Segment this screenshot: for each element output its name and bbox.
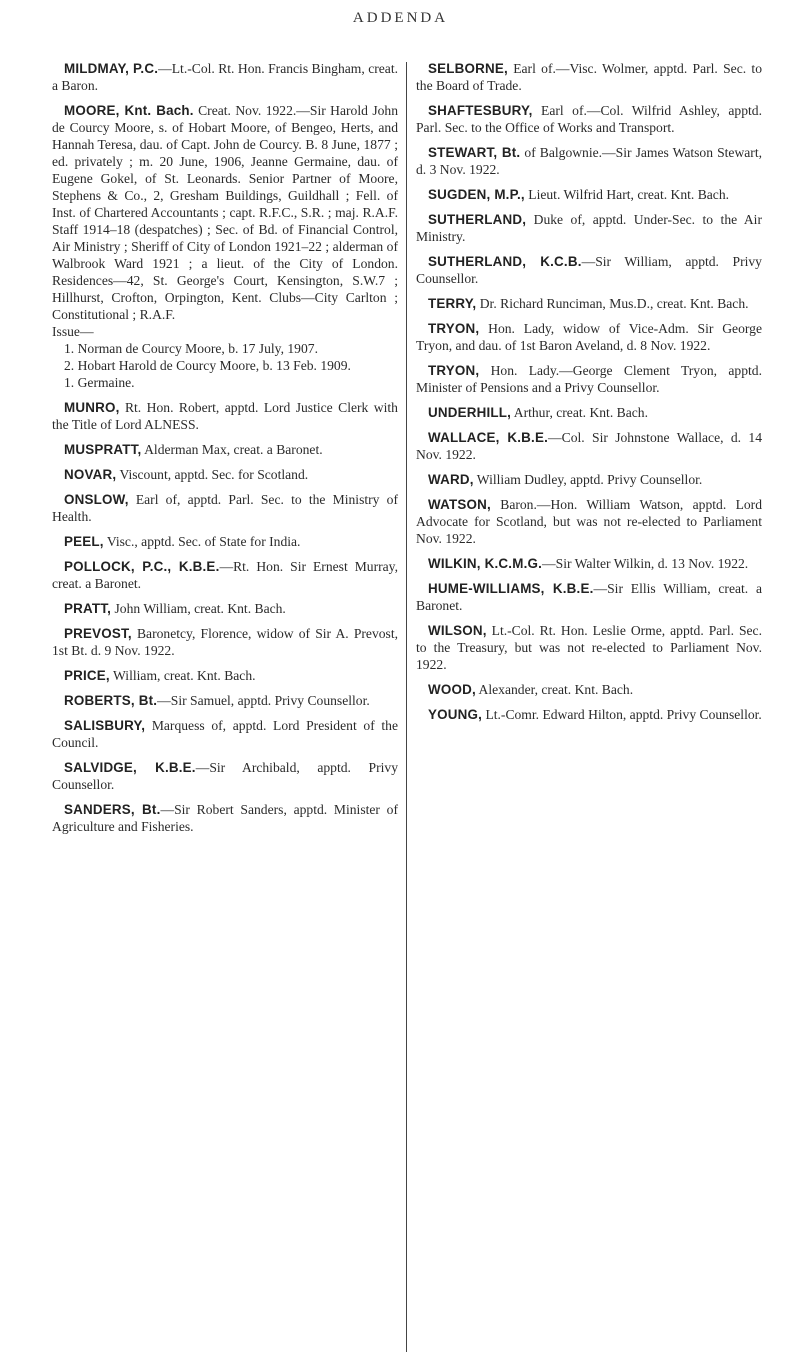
entry-sugden <box>416 186 762 203</box>
entry-text: Lt.-Comr. Edward Hilton, apptd. Privy Counsellor. <box>485 707 762 722</box>
entry-text: —Col. Sir Johnstone Wallace, d. 14 Nov. 1922. <box>416 430 762 462</box>
entry-salvidge <box>52 759 398 793</box>
issue-list <box>52 340 398 391</box>
entry-text: Baron.—Hon. William Watson, apptd. Lord Advocate for Scotland, but was not re-elected to Parliament Nov. 1922. <box>416 497 762 546</box>
entry-text: Alexander, creat. Knt. Bach. <box>478 682 634 697</box>
entry-moore <box>52 102 398 323</box>
entry-name: PREVOST, <box>64 626 132 641</box>
issue-item: 2. Hobart Harold de Courcy Moore, b. 13 Feb. 1909. <box>64 358 351 373</box>
entry-shaftesbury <box>416 102 762 136</box>
entry-name: TERRY, <box>428 296 477 311</box>
entry-mildmay <box>52 60 398 94</box>
entry-text: Duke of, apptd. Under-Sec. to the Air Ministry. <box>416 212 762 244</box>
entry-wood <box>416 681 762 698</box>
entry-name: YOUNG, <box>428 707 483 722</box>
page-header: ADDENDA <box>352 10 449 26</box>
entry-text: Earl of.—Col. Wilfrid Ashley, apptd. Parl. Sec. to the Office of Works and Transport. <box>416 103 762 135</box>
entry-name: WILSON, <box>428 623 487 638</box>
entry-munro <box>52 399 398 433</box>
entry-text: Alderman Max, creat. a Baronet. <box>144 442 323 457</box>
entry-stewart <box>416 144 762 178</box>
column-divider <box>406 62 407 1352</box>
entry-name: TRYON, <box>428 321 480 336</box>
entry-onslow <box>52 491 398 525</box>
entry-text: Earl of.—Visc. Wolmer, apptd. Parl. Sec. to the Board of Trade. <box>416 61 762 93</box>
entry-name: PRATT, <box>64 601 112 616</box>
entry-text: —Sir William, apptd. Privy Counsellor. <box>416 254 762 286</box>
entry-text: Creat. Nov. 1922.—Sir Harold John de Courcy Moore, s. of Hobart Moore, of Bengeo, Herts, and Hannah Teresa, dau. of Capt. John de Courcy. B. 8 June, 1877 ; ed. privately ; m. 20 June, 1906, Jeanne Germaine, dau. of Eugene Gokel, of St. Leonards. Senior Partner of Moore, Stephens & Co., 2, Gresham Buildings, Guildhall ; Fell. of Inst. of Chartered Accountants ; capt. R.F.C., S.R. ; maj. R.A.F. Staff 1914–18 (despatches) ; Sec. of Bd. of Financial Control, Air Ministry ; Sheriff of City of London 1921–22 ; alderman of Walbrook Ward 1921 ; a lieut. of the City of London. Residences—42, St. George's Court, Kensington, S.W.7 ; Hillhurst, Crofton, Orpington, Kent. Clubs—City Carlton ; Constitutional ; R.A.F. <box>52 103 398 322</box>
entry-text: Rt. Hon. Robert, apptd. Lord Justice Clerk with the Title of Lord ALNESS. <box>52 400 398 432</box>
entry-tryon-widow <box>416 320 762 354</box>
entry-name: SUGDEN, M.P., <box>428 187 525 202</box>
entry-ward <box>416 471 762 488</box>
entry-name: MUNRO, <box>64 400 120 415</box>
entry-text: Lt.-Col. Rt. Hon. Leslie Orme, apptd. Parl. Sec. to the Treasury, but was not re-elected to Parliament Nov. 1922. <box>416 623 762 672</box>
entry-prevost <box>52 625 398 659</box>
entry-text: Lieut. Wilfrid Hart, creat. Knt. Bach. <box>528 187 730 202</box>
entry-name: NOVAR, <box>64 467 117 482</box>
entry-name: SHAFTESBURY, <box>428 103 533 118</box>
entry-name: MUSPRATT, <box>64 442 142 457</box>
entry-text: Earl of, apptd. Parl. Sec. to the Ministry of Health. <box>52 492 398 524</box>
entry-young <box>416 706 762 723</box>
entry-text: —Sir Samuel, apptd. Privy Counsellor. <box>157 693 370 708</box>
entry-tryon-minister <box>416 362 762 396</box>
entry-text: Arthur, creat. Knt. Bach. <box>513 405 648 420</box>
entry-name: WILKIN, K.C.M.G. <box>428 556 543 571</box>
entry-name: SUTHERLAND, K.C.B. <box>428 254 582 269</box>
entry-watson <box>416 496 762 547</box>
entry-text: Baronetcy, Florence, widow of Sir A. Prevost, 1st Bt. d. 9 Nov. 1922. <box>52 626 399 658</box>
entry-text: Hon. Lady, widow of Vice-Adm. Sir George Tryon, and dau. of 1st Baron Aveland, d. 8 Nov. 1922. <box>416 321 762 353</box>
entry-novar <box>52 466 398 483</box>
issue-label: Issue— <box>52 324 94 339</box>
entry-terry <box>416 295 762 312</box>
entry-wilkin <box>416 555 762 572</box>
entry-name: ONSLOW, <box>64 492 129 507</box>
entry-text: —Sir Archibald, apptd. Privy Counsellor. <box>52 760 398 792</box>
entry-name: SANDERS, Bt. <box>64 802 161 817</box>
entry-text: —Lt.-Col. Rt. Hon. Francis Bingham, creat. a Baron. <box>52 61 399 93</box>
entry-selborne <box>416 60 762 94</box>
entry-text: John William, creat. Knt. Bach. <box>114 601 286 616</box>
entry-sutherland-kcb <box>416 253 762 287</box>
entry-text: —Rt. Hon. Sir Ernest Murray, creat. a Baronet. <box>52 559 398 591</box>
entry-salisbury <box>52 717 398 751</box>
entry-name: TRYON, <box>428 363 480 378</box>
entry-text: —Sir Robert Sanders, apptd. Minister of Agriculture and Fisheries. <box>52 802 398 834</box>
entry-text: Viscount, apptd. Sec. for Scotland. <box>119 467 309 482</box>
entry-name: WATSON, <box>428 497 491 512</box>
entry-text: —Sir Ellis William, creat. a Baronet. <box>416 581 762 613</box>
entry-name: STEWART, Bt. <box>428 145 521 160</box>
left-column <box>52 60 398 843</box>
right-column <box>416 60 762 731</box>
entry-underhill <box>416 404 762 421</box>
entry-muspratt <box>52 441 398 458</box>
entry-wilson <box>416 622 762 673</box>
issue-item: 1. Norman de Courcy Moore, b. 17 July, 1907. <box>64 341 318 356</box>
entry-wallace <box>416 429 762 463</box>
entry-name: SUTHERLAND, <box>428 212 527 227</box>
entry-roberts <box>52 692 398 709</box>
entry-name: WOOD, <box>428 682 476 697</box>
entry-text: Visc., apptd. Sec. of State for India. <box>106 534 301 549</box>
issue-item: 1. Germaine. <box>64 375 135 390</box>
entry-name: SALISBURY, <box>64 718 146 733</box>
entry-name: SELBORNE, <box>428 61 508 76</box>
entry-name: MOORE, Knt. Bach. <box>64 103 194 118</box>
entry-name: ROBERTS, Bt. <box>64 693 158 708</box>
entry-text: Dr. Richard Runciman, Mus.D., creat. Knt. Bach. <box>479 296 749 311</box>
entry-name: WARD, <box>428 472 474 487</box>
entry-peel <box>52 533 398 550</box>
entry-pratt <box>52 600 398 617</box>
entry-hume-williams <box>416 580 762 614</box>
entry-name: PEEL, <box>64 534 104 549</box>
entry-text: William, creat. Knt. Bach. <box>113 668 256 683</box>
entry-text: —Sir Walter Wilkin, d. 13 Nov. 1922. <box>542 556 749 571</box>
entry-text: of Balgownie.—Sir James Watson Stewart, d. 3 Nov. 1922. <box>416 145 762 177</box>
entry-name: UNDERHILL, <box>428 405 512 420</box>
entry-name: WALLACE, K.B.E. <box>428 430 549 445</box>
entry-text: Hon. Lady.—George Clement Tryon, apptd. Minister of Pensions and a Privy Counsellor. <box>416 363 762 395</box>
entry-sutherland-duke <box>416 211 762 245</box>
entry-sanders <box>52 801 398 835</box>
entry-name: PRICE, <box>64 668 110 683</box>
entry-name: MILDMAY, P.C. <box>64 61 159 76</box>
entry-name: HUME-WILLIAMS, K.B.E. <box>428 581 594 596</box>
entry-pollock <box>52 558 398 592</box>
entry-name: SALVIDGE, K.B.E. <box>64 760 196 775</box>
entry-name: POLLOCK, P.C., K.B.E. <box>64 559 220 574</box>
entry-price <box>52 667 398 684</box>
entry-text: Marquess of, apptd. Lord President of the Council. <box>52 718 399 750</box>
entry-text: William Dudley, apptd. Privy Counsellor. <box>476 472 703 487</box>
